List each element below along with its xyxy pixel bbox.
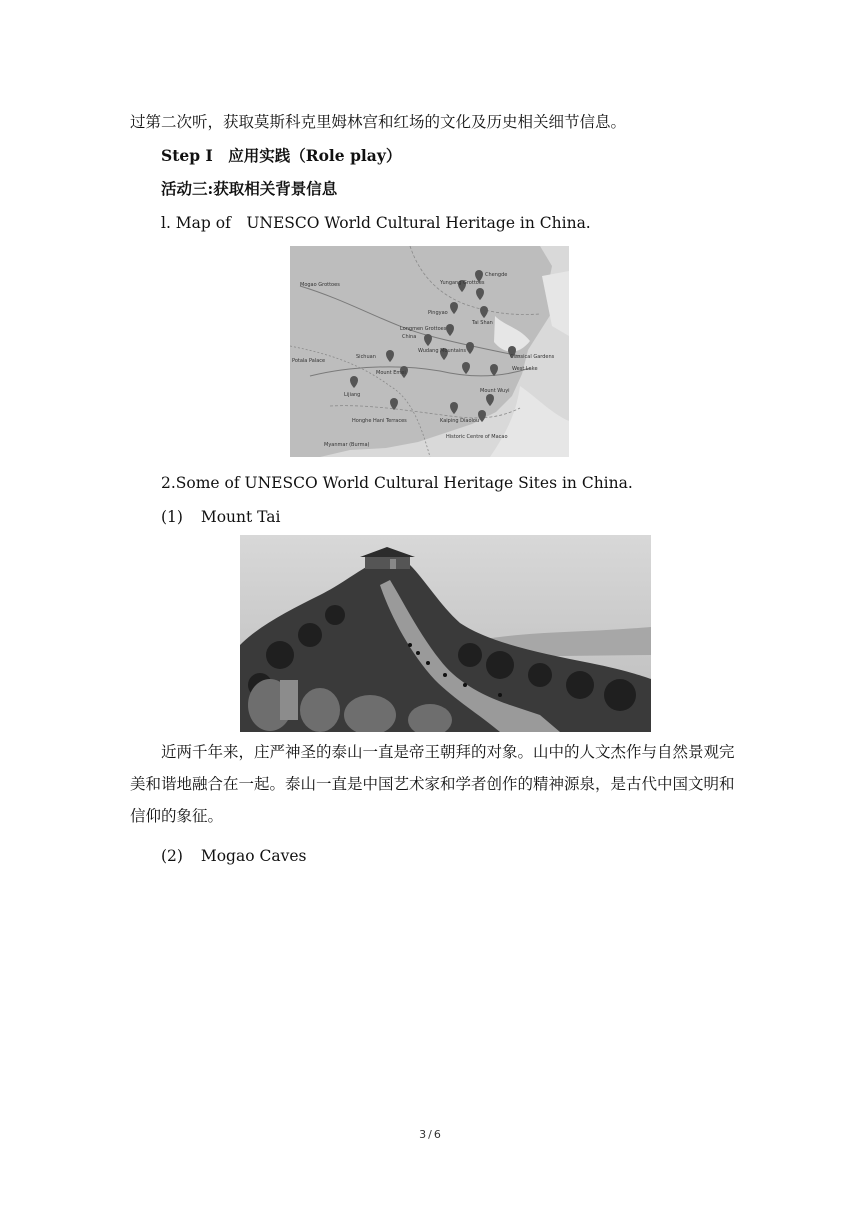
map-label-suzhou: Classical Gardens	[510, 354, 555, 360]
map-label-burma: Myanmar (Burma)	[324, 442, 370, 448]
page-current: 3	[419, 1128, 427, 1141]
map-label-sichuan: Sichuan	[356, 354, 376, 360]
item1-text: l. Map of UNESCO World Cultural Heritage in China.	[161, 214, 591, 232]
mount-tai-photo	[240, 535, 651, 732]
map-label-honghe: Honghe Hani Terraces	[352, 418, 407, 424]
heritage-map-figure	[290, 246, 569, 457]
map-label-taishan: Tai Shan	[472, 320, 493, 326]
map-label-macao: Historic Centre of Macao	[446, 434, 508, 440]
sub1-label: (1)	[161, 508, 183, 526]
map-label-emei: Mount Emei	[376, 370, 406, 376]
activity-heading: 活动三:获取相关背景信息	[161, 179, 338, 198]
map-label-longmen: Longmen Grottoes	[400, 326, 447, 332]
map-label-mogao: Mogao Grottoes	[300, 282, 340, 288]
sub1-text: Mount Tai	[200, 508, 281, 526]
mount-tai-description: 近两千年来，庄严神圣的泰山一直是帝王朝拜的对象。山中的人文杰作与自然景观完美和谐地融合在一起。泰山一直是中国艺术家和学者创作的精神源泉，是古代中国文明和信仰的象征。	[130, 743, 735, 825]
heritage-map	[290, 246, 569, 457]
sub2-item	[161, 846, 306, 866]
map-label-chengde: Chengde	[485, 272, 508, 278]
map-label-kaiping: Kaiping Diaolou	[440, 418, 480, 424]
page-separator: /	[428, 1128, 432, 1141]
sub2-text: Mogao Caves	[200, 847, 307, 865]
map-label-westlake: West Lake	[512, 366, 538, 372]
map-label-lijiang: Lijiang	[344, 392, 361, 398]
map-label-wudang: Wudang Mountains	[418, 348, 467, 354]
map-label-pingyao: Pingyao	[428, 310, 448, 316]
map-label-wuyi: Mount Wuyi	[480, 388, 510, 394]
sub2-label: (2)	[161, 847, 183, 865]
map-label-potala: Potala Palace	[292, 358, 326, 364]
page-total: 6	[433, 1128, 441, 1141]
step-heading: Step I 应用实践（Role play）	[161, 146, 402, 165]
map-label-yungang: Yungang Grottoes	[440, 280, 485, 286]
sub1-item	[161, 507, 281, 527]
map-label-china: China	[402, 334, 417, 340]
item2-text: 2.Some of UNESCO World Cultural Heritage Sites in China.	[161, 474, 633, 492]
page-number	[0, 1128, 860, 1141]
intro-line: 过第二次听，获取莫斯科克里姆林宫和红场的文化及历史相关细节信息。	[130, 113, 627, 131]
